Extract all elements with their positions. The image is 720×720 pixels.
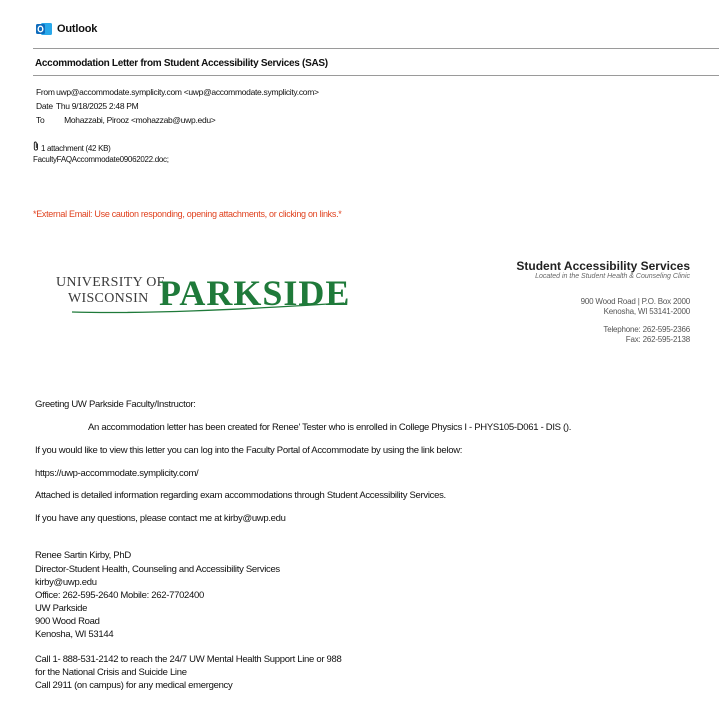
logo-main: PARKSIDE: [159, 273, 351, 313]
from-label: From: [36, 87, 55, 97]
body-line-2: If you would like to view this letter you can log into the Faculty Portal of Accommodate by using the link below:: [35, 445, 463, 456]
telephone: Telephone: 262-595-2366: [603, 325, 690, 334]
attachment-file[interactable]: FacultyFAQAccommodate09062022.doc;: [33, 155, 169, 164]
to-label: To: [36, 115, 45, 125]
date-label: Date: [36, 101, 53, 111]
address-line-2: Kenosha, WI 53141-2000: [603, 307, 690, 316]
outlook-icon: [36, 21, 52, 37]
body-line-1: An accommodation letter has been created for Renee' Tester who is enrolled in College Physics I - PHYS105-D061 - DIS ().: [88, 422, 572, 433]
greeting: Greeting UW Parkside Faculty/Instructor:: [35, 399, 196, 410]
logo-line-2: WISCONSIN: [68, 291, 149, 306]
body-line-3: Attached is detailed information regarding exam accommodations through Student Accessibility Services.: [35, 490, 446, 501]
date-value: Thu 9/18/2025 2:48 PM: [55, 101, 139, 111]
footer-line-3: Call 2911 (on campus) for any medical emergency: [35, 680, 233, 691]
address-line-1: 900 Wood Road | P.O. Box 2000: [580, 297, 690, 306]
signature-org: UW Parkside: [35, 603, 88, 614]
attachment-count: 1 attachment (42 KB): [40, 144, 111, 153]
office-location: Located in the Student Health & Counseling Clinic: [535, 273, 690, 280]
app-title: Outlook: [57, 23, 98, 35]
divider: [33, 48, 719, 49]
signature-phones: Office: 262-595-2640 Mobile: 262-7702400: [35, 590, 204, 601]
footer-line-2: for the National Crisis and Suicide Line: [35, 667, 187, 678]
signature-city: Kenosha, WI 53144: [35, 629, 114, 640]
office-name: Student Accessibility Services: [516, 259, 690, 273]
to-value[interactable]: Mohazzabi, Pirooz <mohazzab@uwp.edu>: [64, 115, 216, 125]
from-value[interactable]: uwp@accommodate.symplicity.com <uwp@accommodate.symplicity.com>: [56, 87, 319, 97]
signature-title: Director-Student Health, Counseling and Accessibility Services: [35, 564, 280, 575]
logo-line-1: UNIVERSITY OF: [56, 275, 165, 290]
footer-line-1: Call 1- 888-531-2142 to reach the 24/7 UW Mental Health Support Line or 988: [35, 654, 342, 665]
paperclip-icon: [33, 141, 39, 153]
divider: [33, 75, 719, 76]
body-line-4: If you have any questions, please contact me at kirby@uwp.edu: [35, 513, 286, 524]
portal-link[interactable]: https://uwp-accommodate.symplicity.com/: [35, 468, 199, 479]
external-email-warning: *External Email: Use caution responding, opening attachments, or clicking on links.*: [33, 209, 342, 219]
attachment-summary: [33, 141, 111, 153]
signature-name: Renee Sartin Kirby, PhD: [35, 550, 131, 561]
uw-parkside-logo: [54, 258, 354, 320]
to-row: [36, 115, 215, 125]
signature-email[interactable]: kirby@uwp.edu: [35, 577, 97, 588]
signature-street: 900 Wood Road: [35, 616, 100, 627]
from-row: [36, 87, 319, 97]
email-subject: Accommodation Letter from Student Accessibility Services (SAS): [35, 58, 328, 69]
fax: Fax: 262-595-2138: [625, 335, 690, 344]
date-row: [36, 101, 138, 111]
